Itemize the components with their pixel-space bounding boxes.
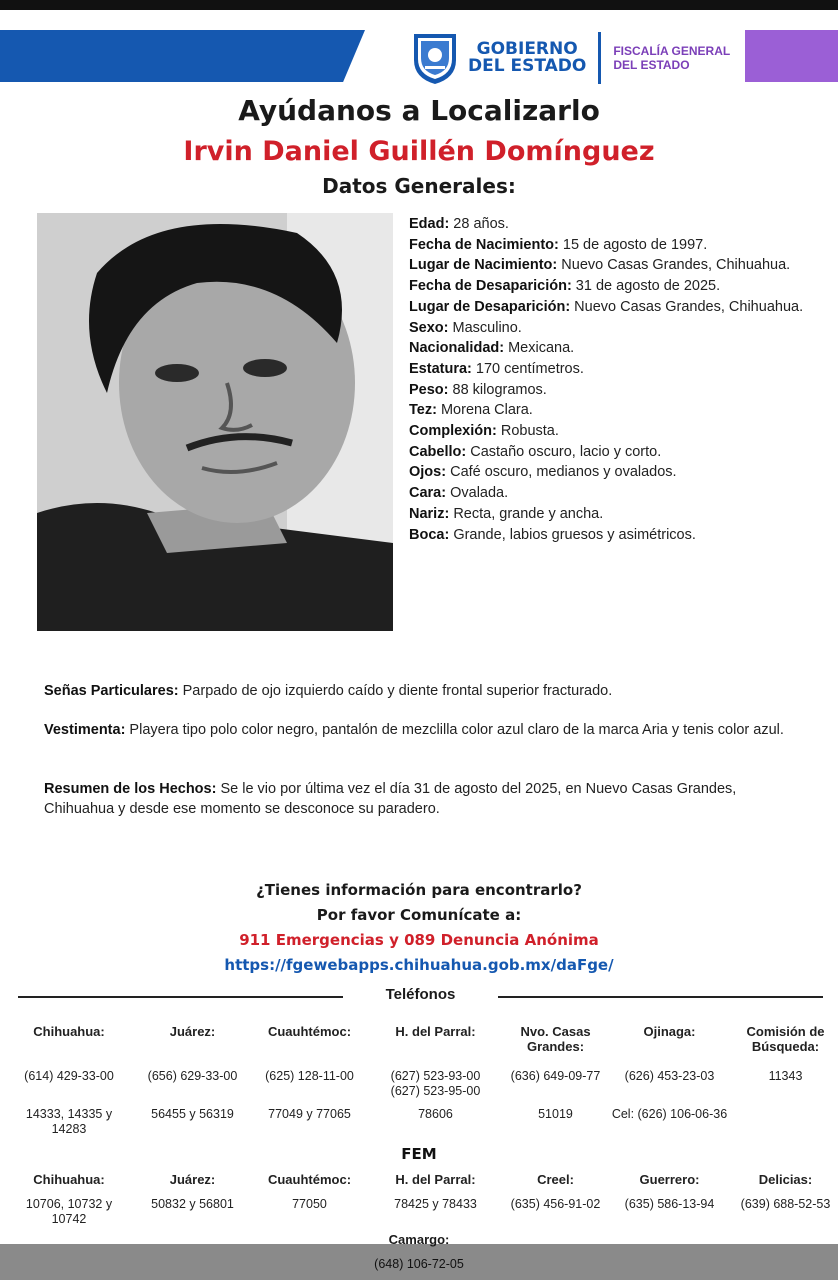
logo-divider	[598, 32, 601, 84]
detail-label: Cara:	[409, 485, 447, 502]
telefonos-table	[0, 1024, 838, 1144]
detail-value: Nuevo Casas Grandes, Chihuahua.	[557, 257, 791, 274]
fiscalia-line2: DEL ESTADO	[613, 58, 690, 72]
telefonos-heading-row	[18, 986, 823, 1006]
detail-label: Complexión:	[409, 423, 497, 440]
senas-label: Señas Particulares:	[44, 683, 179, 699]
telefonos-header-cell: H. del Parral:	[395, 1024, 476, 1039]
resumen-label: Resumen de los Hechos:	[44, 781, 217, 797]
detail-value: Recta, grande y ancha.	[449, 505, 604, 522]
detail-value: 15 de agosto de 1997.	[558, 236, 708, 253]
detail-row	[409, 525, 819, 546]
detail-label: Cabello:	[409, 443, 467, 460]
telefonos-ext-cell: 51019	[538, 1107, 573, 1121]
blue-banner	[0, 30, 365, 82]
state-seal-icon	[410, 30, 460, 86]
telefonos-phone-cell: 11343	[768, 1069, 803, 1083]
fem-phone-cell: 10706, 10732 y 10742	[25, 1197, 113, 1226]
fem-header-cell: Creel:	[537, 1172, 574, 1187]
telefonos-ext-cell: 56455 y 56319	[151, 1107, 234, 1121]
fem-heading: FEM	[401, 1145, 437, 1163]
detail-row	[409, 214, 819, 235]
fem-table	[0, 1172, 838, 1232]
detail-label: Sexo:	[409, 319, 449, 336]
telefonos-heading: Teléfonos	[385, 986, 456, 1003]
resumen-hechos	[44, 779, 794, 819]
telefonos-header-cell: Juárez:	[169, 1024, 216, 1039]
detail-value: 170 centímetros.	[471, 360, 584, 377]
detail-value: Castaño oscuro, lacio y corto.	[466, 443, 662, 460]
resumen-value: Se le vio por última vez el día 31 de agosto del 2025, en Nuevo Casas Grandes, Chihuahua y desde ese momento se desconoce su paradero.	[44, 781, 737, 817]
general-details-list	[409, 214, 819, 545]
telefonos-header-cell: Cuauhtémoc:	[267, 1024, 352, 1039]
vestimenta-value: Playera tipo polo color negro, pantalón de mezclilla color azul claro de la marca Aria y tenis color azul.	[125, 722, 784, 738]
detail-row	[409, 462, 819, 483]
telefonos-phone-cell: (627) 523-93-00 (627) 523-95-00	[390, 1069, 481, 1098]
detail-row	[409, 421, 819, 442]
telefonos-header-cell: Comisión de Búsqueda:	[746, 1024, 825, 1054]
fem-phone-cell: 77050	[292, 1197, 327, 1211]
telefonos-header-cell: Chihuahua:	[33, 1024, 105, 1039]
fem-header-cell: Guerrero:	[639, 1172, 700, 1187]
detail-row	[409, 400, 819, 421]
detail-label: Ojos:	[409, 464, 447, 481]
detail-row	[409, 235, 819, 256]
section-subtitle: Datos Generales:	[322, 174, 516, 198]
detail-label: Tez:	[409, 402, 437, 419]
fem-header-cell: Cuauhtémoc:	[267, 1172, 352, 1187]
telefonos-ext-cell: 78606	[418, 1107, 453, 1121]
detail-label: Fecha de Desaparición:	[409, 278, 572, 295]
gobierno-line1: GOBIERNO	[476, 39, 578, 59]
camargo-label: Camargo:	[388, 1232, 450, 1247]
detail-value: Mexicana.	[504, 340, 575, 357]
cta-contact: Por favor Comunícate a:	[316, 906, 522, 924]
detail-label: Boca:	[409, 526, 450, 543]
telefonos-ext-cell: 77049 y 77065	[268, 1107, 351, 1121]
detail-row	[409, 380, 819, 401]
telefonos-header-cell: Nvo. Casas Grandes:	[520, 1024, 591, 1054]
purple-banner	[745, 30, 838, 82]
detail-value: Masculino.	[448, 319, 522, 336]
government-logo	[410, 30, 730, 86]
detail-value: Nuevo Casas Grandes, Chihuahua.	[570, 298, 804, 315]
detail-value: Ovalada.	[446, 485, 509, 502]
telefonos-phone-cell: (625) 128-11-00	[265, 1069, 354, 1083]
detail-row	[409, 504, 819, 525]
fem-header-cell: Chihuahua:	[33, 1172, 105, 1187]
telefonos-ext-cell: Cel: (626) 106-06-36	[611, 1107, 728, 1121]
vestimenta-label: Vestimenta:	[44, 722, 126, 738]
detail-label: Peso:	[409, 381, 449, 398]
detail-value: Robusta.	[496, 423, 559, 440]
detail-label: Nacionalidad:	[409, 340, 505, 357]
detail-row	[409, 442, 819, 463]
missing-person-name: Irvin Daniel Guillén Domínguez	[183, 136, 655, 167]
detail-row	[409, 483, 819, 504]
detail-row	[409, 276, 819, 297]
telefonos-phone-cell: (636) 649-09-77	[510, 1069, 601, 1083]
telefonos-ext-cell: 14333, 14335 y 14283	[25, 1107, 113, 1136]
detail-value: Grande, labios gruesos y asimétricos.	[449, 526, 696, 543]
detail-value: 88 kilogramos.	[448, 381, 547, 398]
detail-row	[409, 255, 819, 276]
missing-person-photo	[37, 213, 393, 631]
detail-row	[409, 338, 819, 359]
fiscalia-line1: FISCALÍA GENERAL	[613, 44, 731, 58]
fem-phone-cell: 50832 y 56801	[151, 1197, 234, 1211]
detail-label: Estatura:	[409, 360, 472, 377]
fem-header-cell: H. del Parral:	[395, 1172, 476, 1187]
detail-label: Fecha de Nacimiento:	[409, 236, 559, 253]
telefonos-phone-cell: (626) 453-23-03	[624, 1069, 715, 1083]
vestimenta	[44, 720, 794, 740]
cta-url-link[interactable]: https://fgewebapps.chihuahua.gob.mx/daFge/	[224, 956, 614, 974]
telefonos-phone-cell: (656) 629-33-00	[147, 1069, 238, 1083]
fem-header-cell: Delicias:	[758, 1172, 813, 1187]
detail-label: Lugar de Nacimiento:	[409, 257, 558, 274]
fem-phone-cell: (639) 688-52-53	[740, 1197, 831, 1211]
fem-phone-cell: (635) 586-13-94	[624, 1197, 715, 1211]
camargo-phone: (648) 106-72-05	[374, 1257, 464, 1271]
detail-label: Lugar de Desaparición:	[409, 298, 571, 315]
telefonos-header-cell: Ojinaga:	[643, 1024, 696, 1039]
fem-header-cell: Juárez:	[169, 1172, 216, 1187]
cta-question: ¿Tienes información para encontrarlo?	[256, 881, 582, 899]
portrait-silhouette-icon	[37, 213, 393, 631]
detail-row	[409, 318, 819, 339]
detail-label: Edad:	[409, 216, 450, 232]
detail-row	[409, 359, 819, 380]
detail-value: 31 de agosto de 2025.	[571, 278, 721, 295]
fem-phone-cell: (635) 456-91-02	[510, 1197, 601, 1211]
senas-particulares	[44, 681, 794, 701]
telefonos-phone-cell: (614) 429-33-00	[24, 1069, 114, 1083]
detail-value: 28 años.	[449, 216, 509, 232]
detail-row	[409, 297, 819, 318]
senas-value: Parpado de ojo izquierdo caído y diente frontal superior fracturado.	[178, 683, 613, 699]
detail-label: Nariz:	[409, 505, 450, 522]
top-strip	[0, 0, 838, 10]
gobierno-line2: DEL ESTADO	[468, 56, 587, 76]
cta-emergency: 911 Emergencias y 089 Denuncia Anónima	[239, 931, 599, 949]
detail-value: Café oscuro, medianos y ovalados.	[446, 464, 677, 481]
detail-value: Morena Clara.	[436, 402, 533, 419]
fem-phone-cell: 78425 y 78433	[394, 1197, 477, 1211]
page-title: Ayúdanos a Localizarlo	[238, 94, 600, 127]
heading-rule-right	[498, 996, 823, 998]
